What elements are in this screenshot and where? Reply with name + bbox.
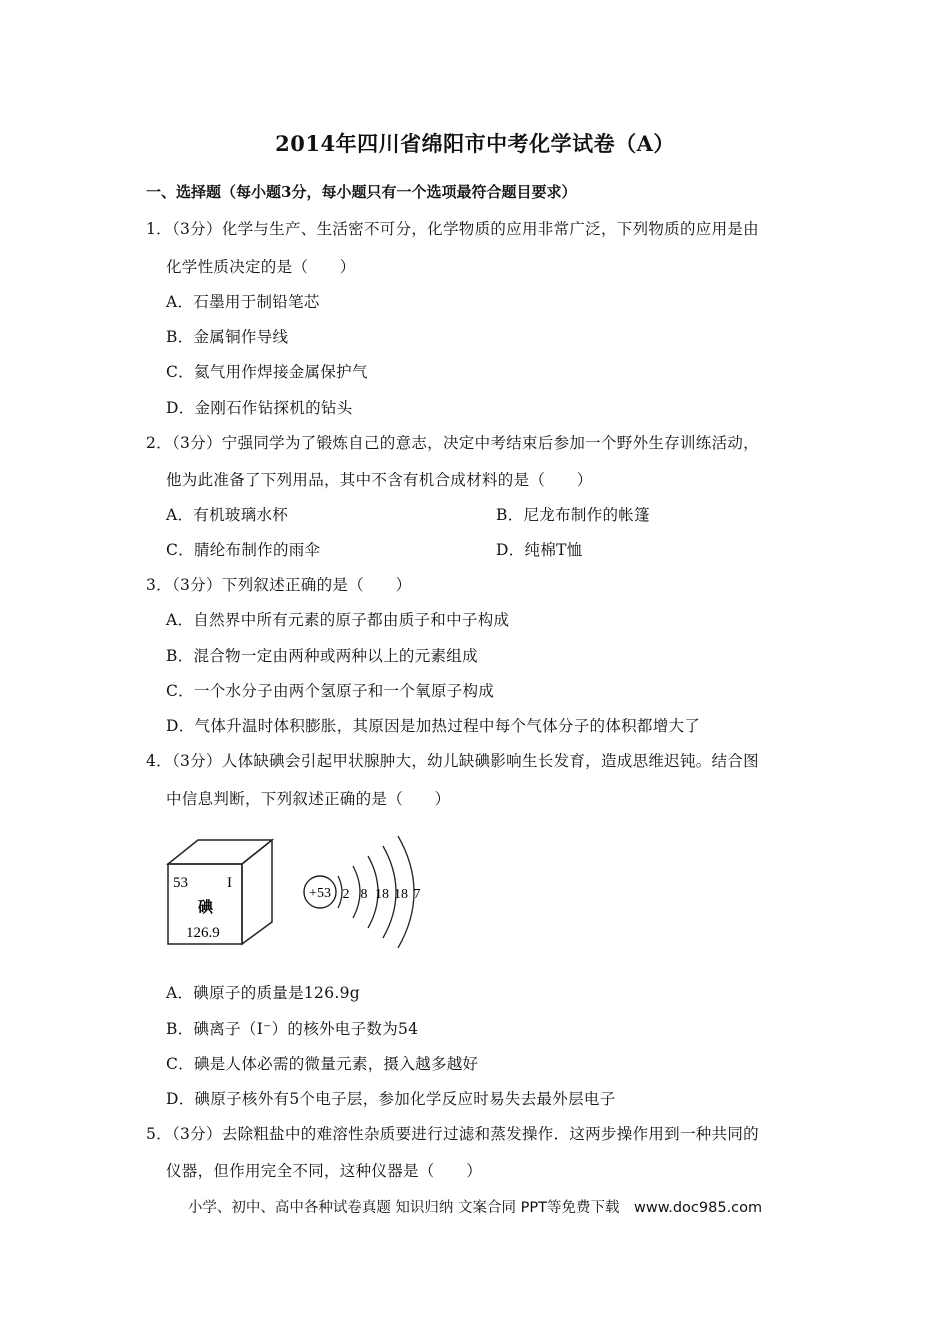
question-4-option-b: B．碘离子（I⁻）的核外电子数为54	[166, 1020, 419, 1038]
question-3-option-d: D．气体升温时体积膨胀，其原因是加热过程中每个气体分子的体积都增大了	[166, 717, 701, 735]
question-2-line2: 他为此准备了下列用品，其中不含有机合成材料的是（ ）	[166, 471, 593, 489]
question-4-option-a: A．碘原子的质量是126.9g	[166, 984, 360, 1002]
atomic-number: 53	[173, 875, 188, 891]
question-3-option-a: A．自然界中所有元素的原子都由质子和中子构成	[166, 611, 510, 629]
question-3-option-c: C．一个水分子由两个氢原子和一个氧原子构成	[166, 682, 495, 700]
question-4-line1: 4．（3分）人体缺碘会引起甲状腺肿大，幼儿缺碘影响生长发育，造成思维迟钝。结合图	[146, 752, 759, 770]
shell-1-count: 2	[342, 887, 350, 902]
question-3-line1: 3．（3分）下列叙述正确的是（ ）	[146, 576, 412, 594]
shell-5-count: 7	[413, 887, 421, 902]
question-1-option-a: A．石墨用于制铅笔芯	[166, 293, 320, 311]
iodine-figure	[160, 818, 430, 958]
question-1-line2: 化学性质决定的是（ ）	[166, 258, 356, 276]
question-5-line2: 仪器，但作用完全不同，这种仪器是（ ）	[166, 1162, 483, 1180]
shell-4-count: 18	[394, 887, 408, 902]
question-4-option-c: C．碘是人体必需的微量元素，摄入越多越好	[166, 1055, 479, 1073]
iodine-diagram	[160, 818, 430, 958]
element-name: 碘	[198, 898, 214, 916]
page-title: 2014年四川省绵阳市中考化学试卷（A）	[275, 131, 675, 156]
question-4-line2: 中信息判断，下列叙述正确的是（ ）	[166, 790, 451, 808]
nucleus-charge: +53	[309, 886, 331, 901]
section-heading: 一、选择题（每小题3分，每小题只有一个选项最符合题目要求）	[146, 183, 577, 201]
question-5-line1: 5．（3分）去除粗盐中的难溶性杂质要进行过滤和蒸发操作．这两步操作用到一种共同的	[146, 1125, 759, 1143]
shell-2-count: 8	[360, 887, 368, 902]
question-2-line1: 2．（3分）宁强同学为了锻炼自己的意志，决定中考结束后参加一个野外生存训练活动，	[146, 434, 759, 452]
question-1-option-b: B．金属铜作导线	[166, 328, 289, 346]
question-2-option-a: A．有机玻璃水杯	[166, 506, 289, 524]
element-symbol: I	[227, 875, 232, 891]
question-3-option-b: B．混合物一定由两种或两种以上的元素组成	[166, 647, 478, 665]
atomic-mass: 126.9	[186, 925, 220, 941]
question-1-option-d: D．金刚石作钻探机的钻头	[166, 399, 353, 417]
question-4-option-d: D．碘原子核外有5个电子层，参加化学反应时易失去最外层电子	[166, 1090, 616, 1108]
question-2-option-b: B．尼龙布制作的帐篷	[496, 506, 650, 524]
shell-3-count: 18	[375, 887, 389, 902]
question-1-option-c: C．氦气用作焊接金属保护气	[166, 363, 368, 381]
question-2-option-c: C．腈纶布制作的雨伞	[166, 541, 321, 559]
question-1-line1: 1．（3分）化学与生产、生活密不可分，化学物质的应用非常广泛，下列物质的应用是由	[146, 220, 759, 238]
question-2-option-d: D．纯棉T恤	[496, 541, 583, 559]
element-card-cube	[168, 840, 272, 944]
page-footer: 小学、初中、高中各种试卷真题 知识归纳 文案合同 PPT等免费下载 www.doc985.com	[187, 1200, 763, 1216]
